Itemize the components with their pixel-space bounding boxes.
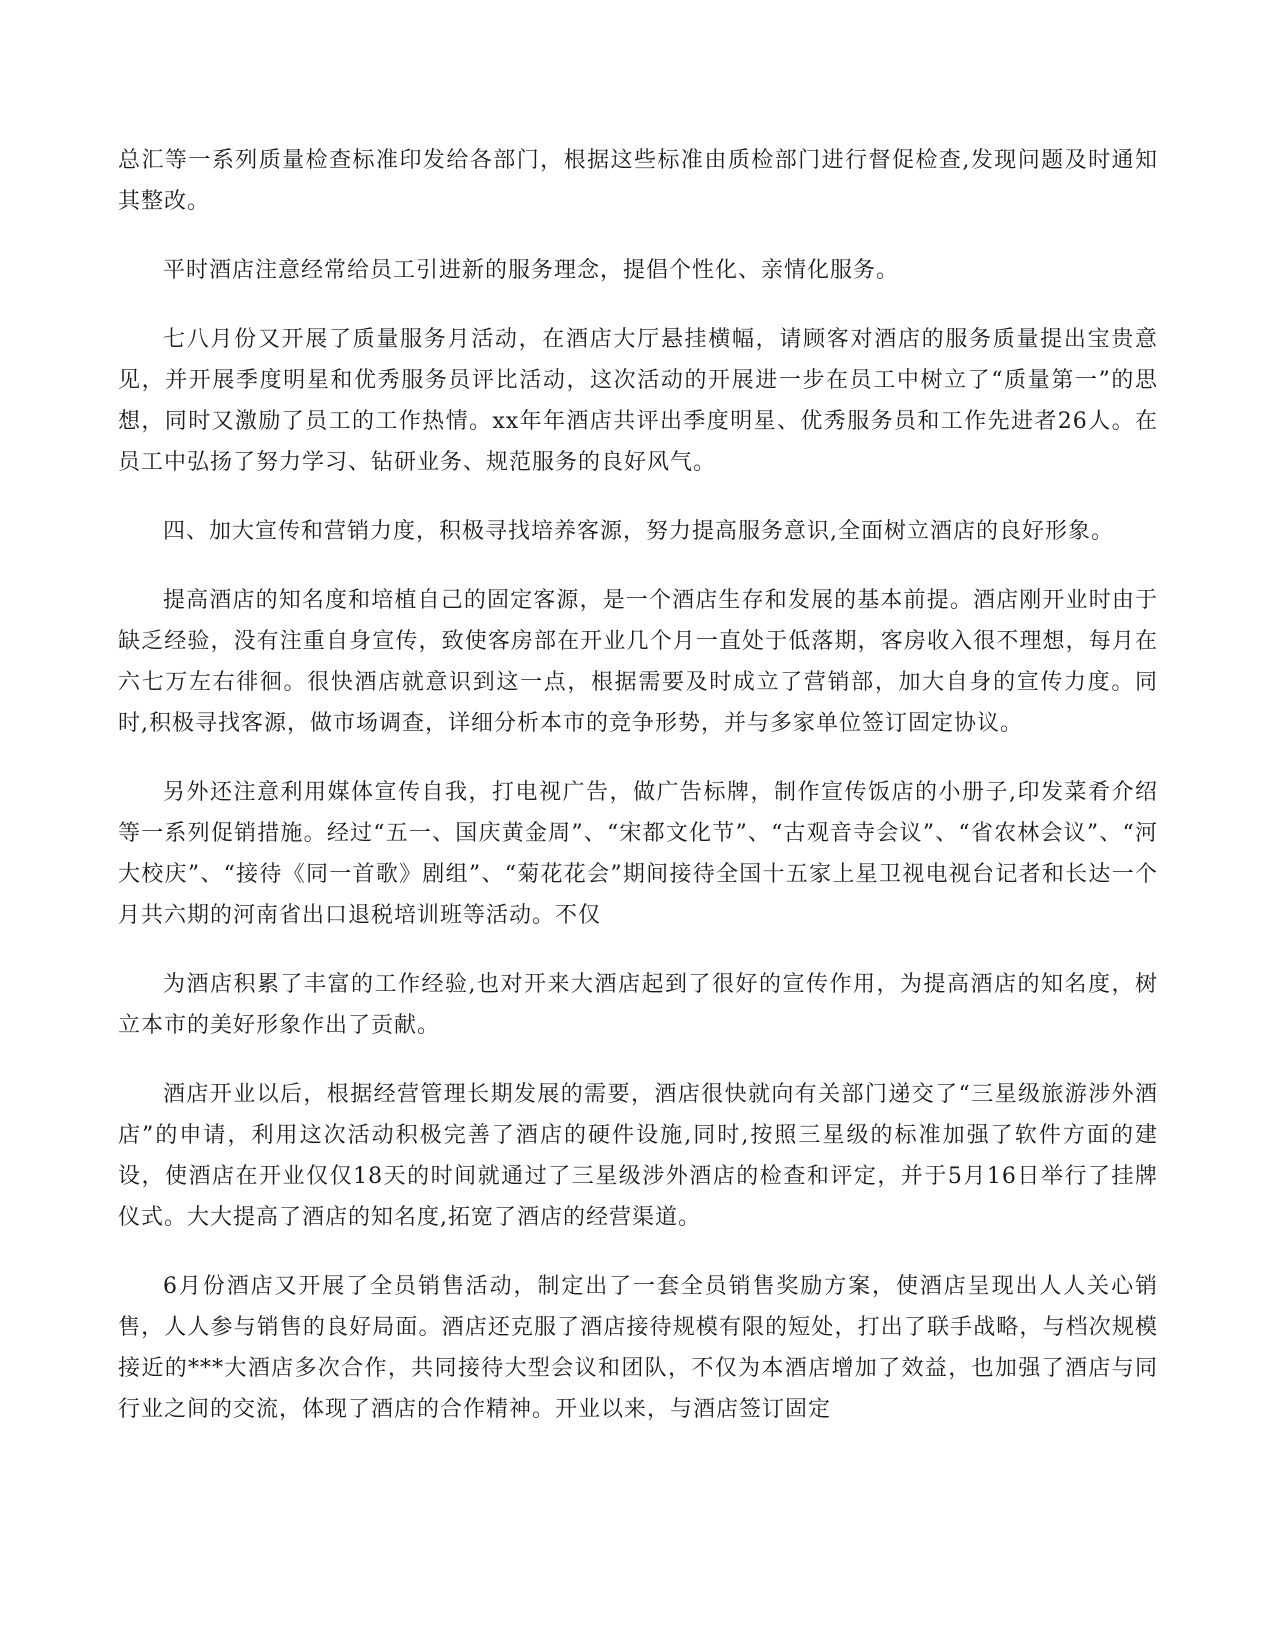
paragraph-2: 平时酒店注意经常给员工引进新的服务理念，提倡个性化、亲情化服务。	[163, 258, 900, 283]
paragraph-8: 酒店开业以后，根据经营管理长期发展的需要，酒店很快就向有关部门递交了“三星级旅游涉外酒店”的申请，利用这次活动积极完善了酒店的硬件设施,同时,按照三星级的标准加强了软件方面的建设，使酒店在开业仅仅18天的时间就通过了三星级涉外酒店的检查和评定，并于5月16日举行了挂牌仪式。大大提高了酒店的知名度,拓宽了酒店的经营渠道。	[118, 1082, 1158, 1230]
paragraph-5: 提高酒店的知名度和培植自己的固定客源，是一个酒店生存和发展的基本前提。酒店刚开业时由于缺乏经验，没有注重自身宣传，致使客房部在开业几个月一直处于低落期，客房收入很不理想，每月在六七万左右徘徊。很快酒店就意识到这一点，根据需要及时成立了营销部，加大自身的宣传力度。同时,积极寻找客源，做市场调查，详细分析本市的竞争形势，并与多家单位签订固定协议。	[118, 588, 1158, 736]
paragraph-9: 6月份酒店又开展了全员销售活动，制定出了一套全员销售奖励方案，使酒店呈现出人人关心销售，人人参与销售的良好局面。酒店还克服了酒店接待规模有限的短处，打出了联手战略，与档次规模接近的***大酒店多次合作，共同接待大型会议和团队，不仅为本酒店增加了效益，也加强了酒店与同行业之间的交流，体现了酒店的合作精神。开业以来，与酒店签订固定	[118, 1274, 1158, 1422]
paragraph-3: 七八月份又开展了质量服务月活动，在酒店大厅悬挂横幅，请顾客对酒店的服务质量提出宝贵意见，并开展季度明星和优秀服务员评比活动，这次活动的开展进一步在员工中树立了“质量第一”的思想，同时又激励了员工的工作热情。xx年年酒店共评出季度明星、优秀服务员和工作先进者26人。在员工中弘扬了努力学习、钻研业务、规范服务的良好风气。	[118, 327, 1158, 475]
paragraph-6: 另外还注意利用媒体宣传自我，打电视广告，做广告标牌，制作宣传饭店的小册子,印发菜肴介绍等一系列促销措施。经过“五一、国庆黄金周”、“宋都文化节”、“古观音寺会议”、“省农林会议”、“河大校庆”、“接待《同一首歌》剧组”、“菊花花会”期间接待全国十五家上星卫视电视台记者和长达一个月共六期的河南省出口退税培训班等活动。不仅	[118, 780, 1158, 928]
paragraph-4-section-heading: 四、加大宣传和营销力度，积极寻找培养客源，努力提高服务意识,全面树立酒店的良好形象。	[163, 519, 1114, 544]
paragraph-7: 为酒店积累了丰富的工作经验,也对开来大酒店起到了很好的宣传作用，为提高酒店的知名度，树立本市的美好形象作出了贡献。	[118, 972, 1158, 1038]
paragraph-1: 总汇等一系列质量检查标准印发给各部门，根据这些标准由质检部门进行督促检查,发现问题及时通知其整改。	[118, 148, 1158, 214]
document-page	[118, 140, 1158, 1458]
